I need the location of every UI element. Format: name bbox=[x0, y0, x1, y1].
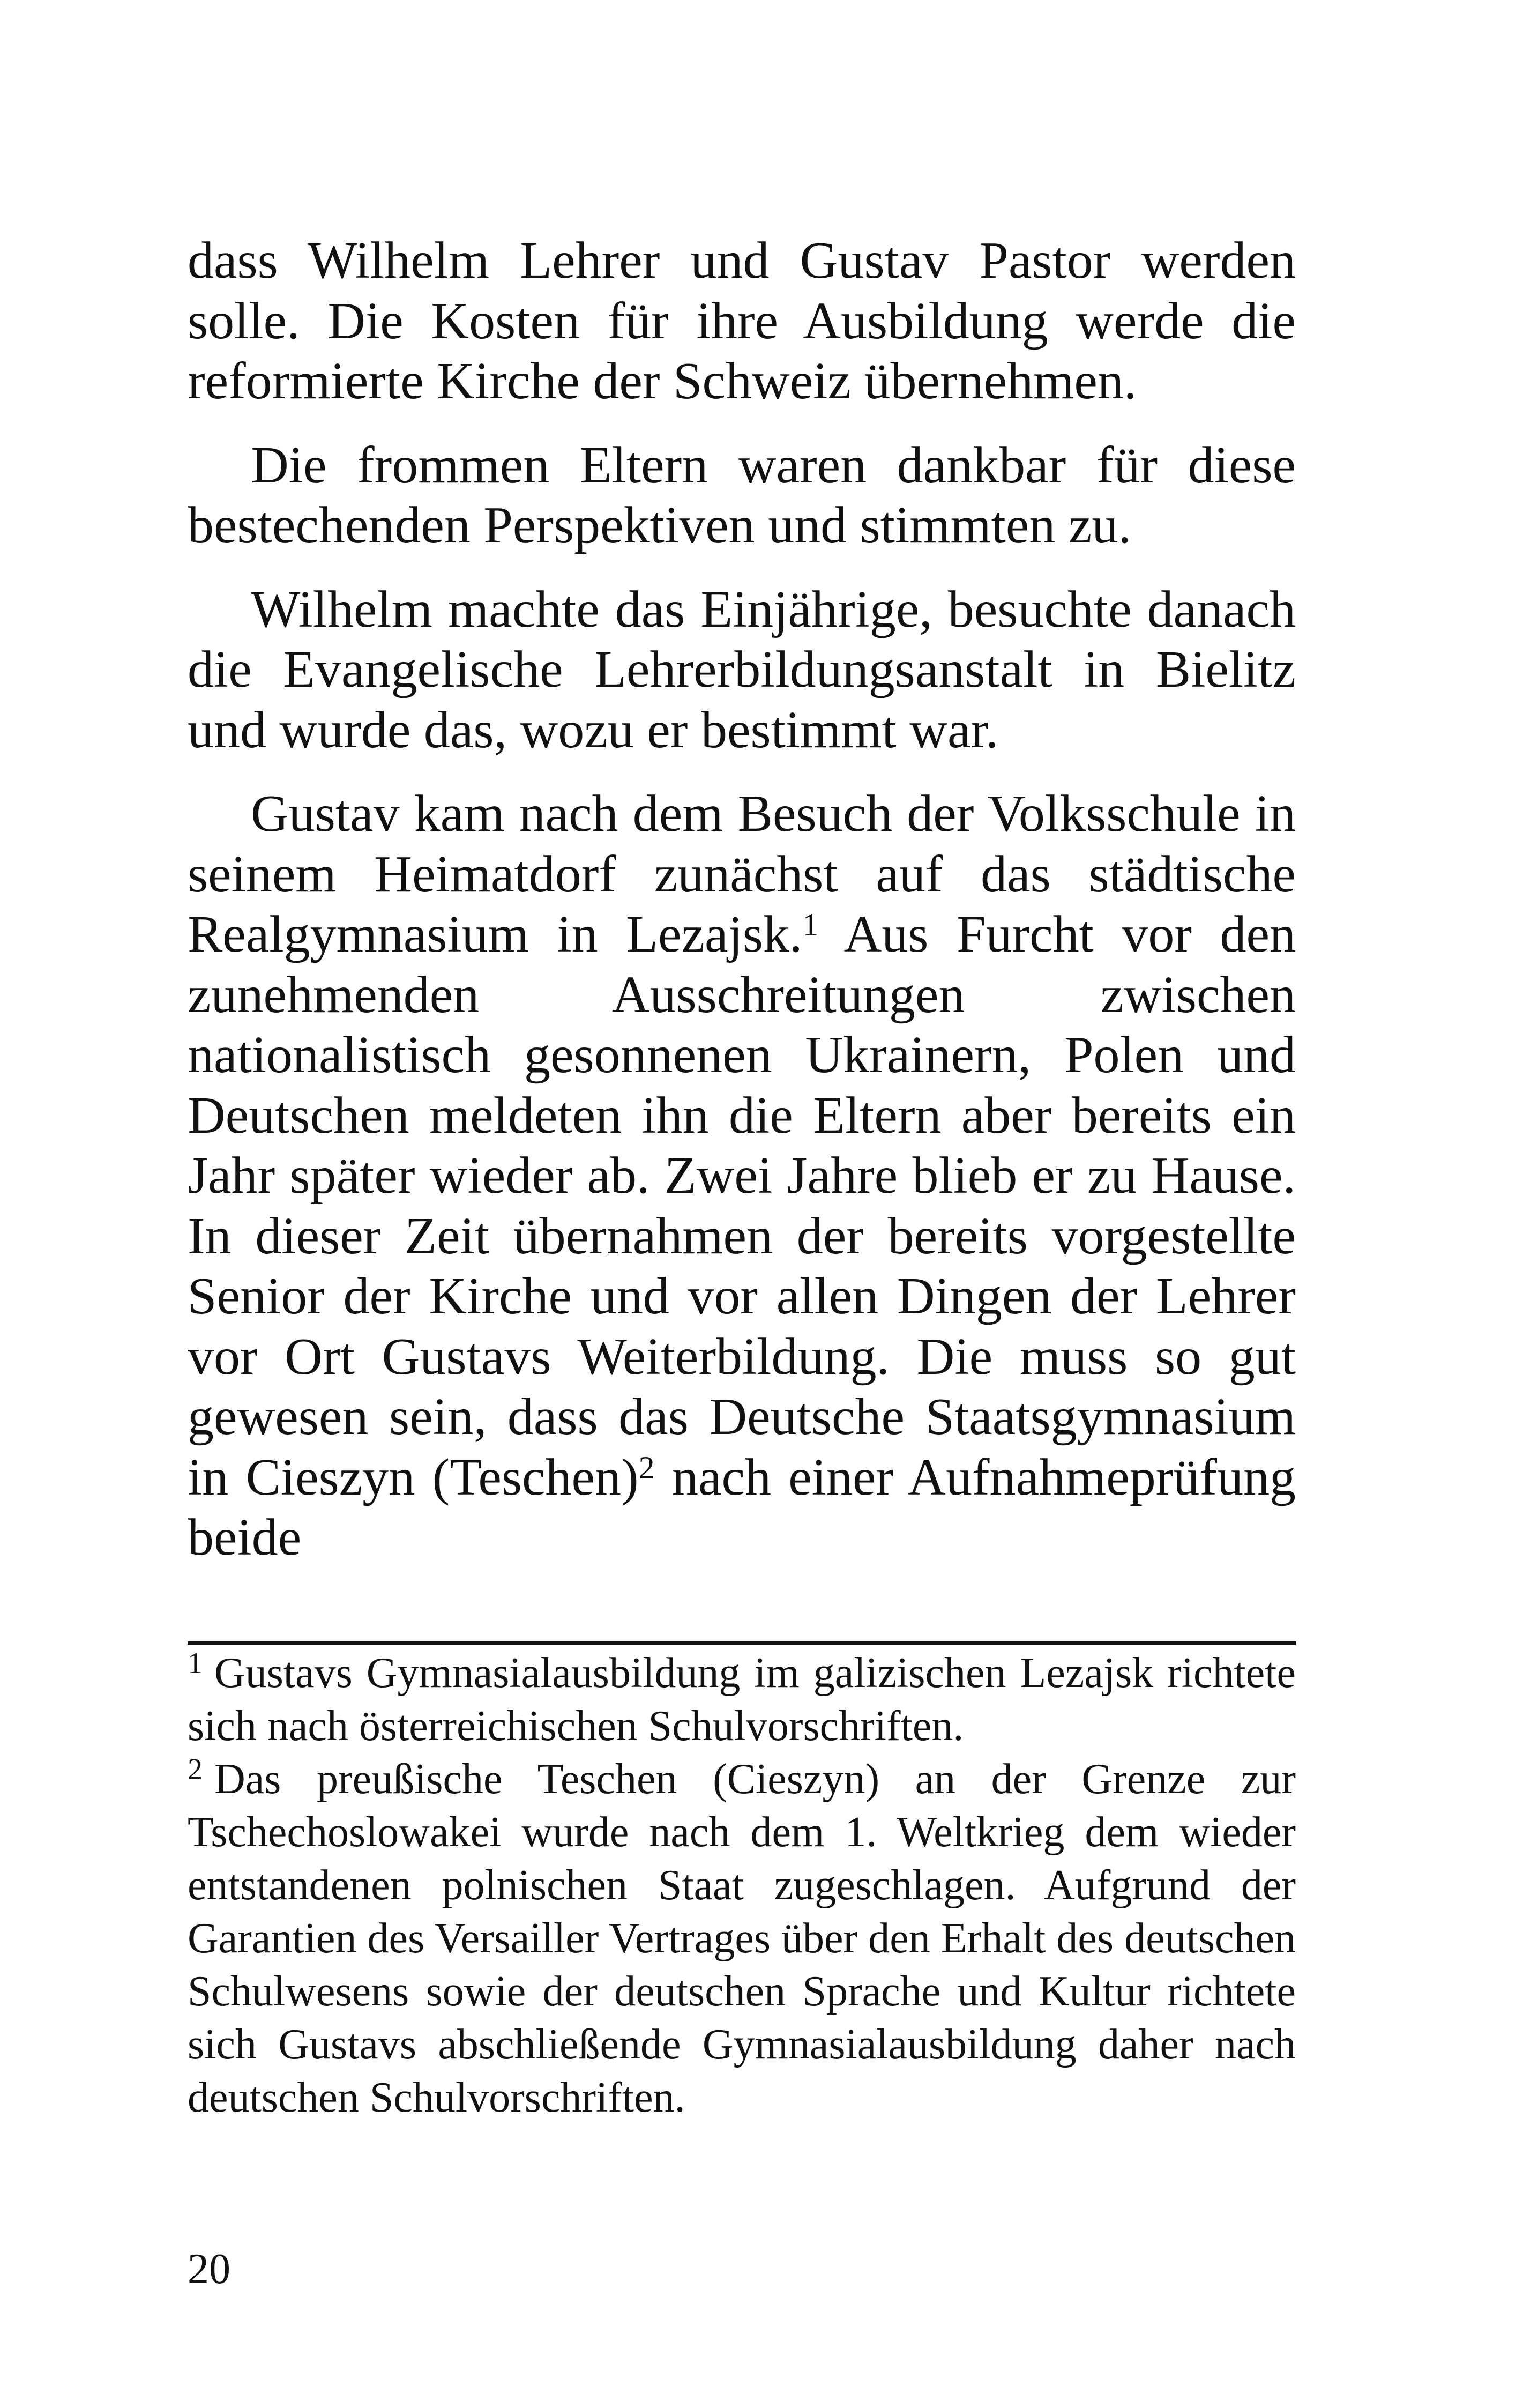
footnote-2-text: Das preußische Teschen (Cieszyn) an der Grenze zur Tschechoslowakei wurde nach dem 1. Weltkrieg dem wieder entstandenen polnischen Staat zugeschlagen. Aufgrund der Garantien des Versailler Vertrages über den Erhalt des deutschen Schulwesens sowie der deutschen Sprache und Kultur richtete sich Gustavs abschließende Gymnasialausbildung daher nach deutschen Schulvorschriften. bbox=[188, 1756, 1296, 2121]
footnote-1 bbox=[188, 1647, 1296, 1753]
footnotes bbox=[188, 1647, 1296, 2124]
footnote-reference-1[interactable]: 1 bbox=[802, 907, 819, 942]
footnote-1-number: 1 bbox=[188, 1647, 203, 1680]
paragraph-3: Wilhelm machte das Einjährige, besuchte danach die Evangelische Lehrerbildungsanstalt in Bielitz und wurde das, wozu er bestimmt war. bbox=[188, 580, 1296, 759]
paragraph-4 bbox=[188, 784, 1296, 1568]
footnote-divider bbox=[188, 1641, 1296, 1645]
paragraph-4-part-a: Gustav kam nach dem Besuch der Volksschule in seinem Heimatdorf zunächst auf das städtische Realgymnasium in Lezajsk. bbox=[188, 785, 1296, 963]
paragraph-4-part-b: Aus Furcht vor den zunehmenden Ausschreitungen zwischen nationalistisch gesonnenen Ukrainern, Polen und Deutschen meldeten ihn die Eltern aber bereits ein Jahr später wieder ab. Zwei Jahre blieb er zu Hause. In dieser Zeit übernahmen der bereits vorgestellte Senior der Kirche und vor allen Dingen der Lehrer vor Ort Gustavs Weiterbildung. Die muss so gut gewesen sein, dass das Deutsche Staatsgymnasium in Cieszyn (Teschen) bbox=[188, 905, 1296, 1506]
footnote-1-text: Gustavs Gymnasialausbildung im galizischen Lezajsk richtete sich nach österreichischen Schulvorschriften. bbox=[188, 1649, 1296, 1750]
paragraph-2: Die frommen Eltern waren dankbar für diese bestechenden Perspektiven und stimmten zu. bbox=[188, 436, 1296, 554]
paragraph-1: dass Wilhelm Lehrer und Gustav Pastor werden solle. Die Kosten für ihre Ausbildung werde die reformierte Kirche der Schweiz übernehmen. bbox=[188, 232, 1296, 410]
page-number: 20 bbox=[188, 2246, 230, 2293]
main-text bbox=[188, 231, 1296, 1568]
paragraph-4-part-c: nach einer Aufnahmeprüfung beide bbox=[188, 1448, 1296, 1566]
footnote-2 bbox=[188, 1753, 1296, 2124]
footnote-2-number: 2 bbox=[188, 1753, 203, 1786]
footnote-reference-2[interactable]: 2 bbox=[638, 1450, 655, 1485]
